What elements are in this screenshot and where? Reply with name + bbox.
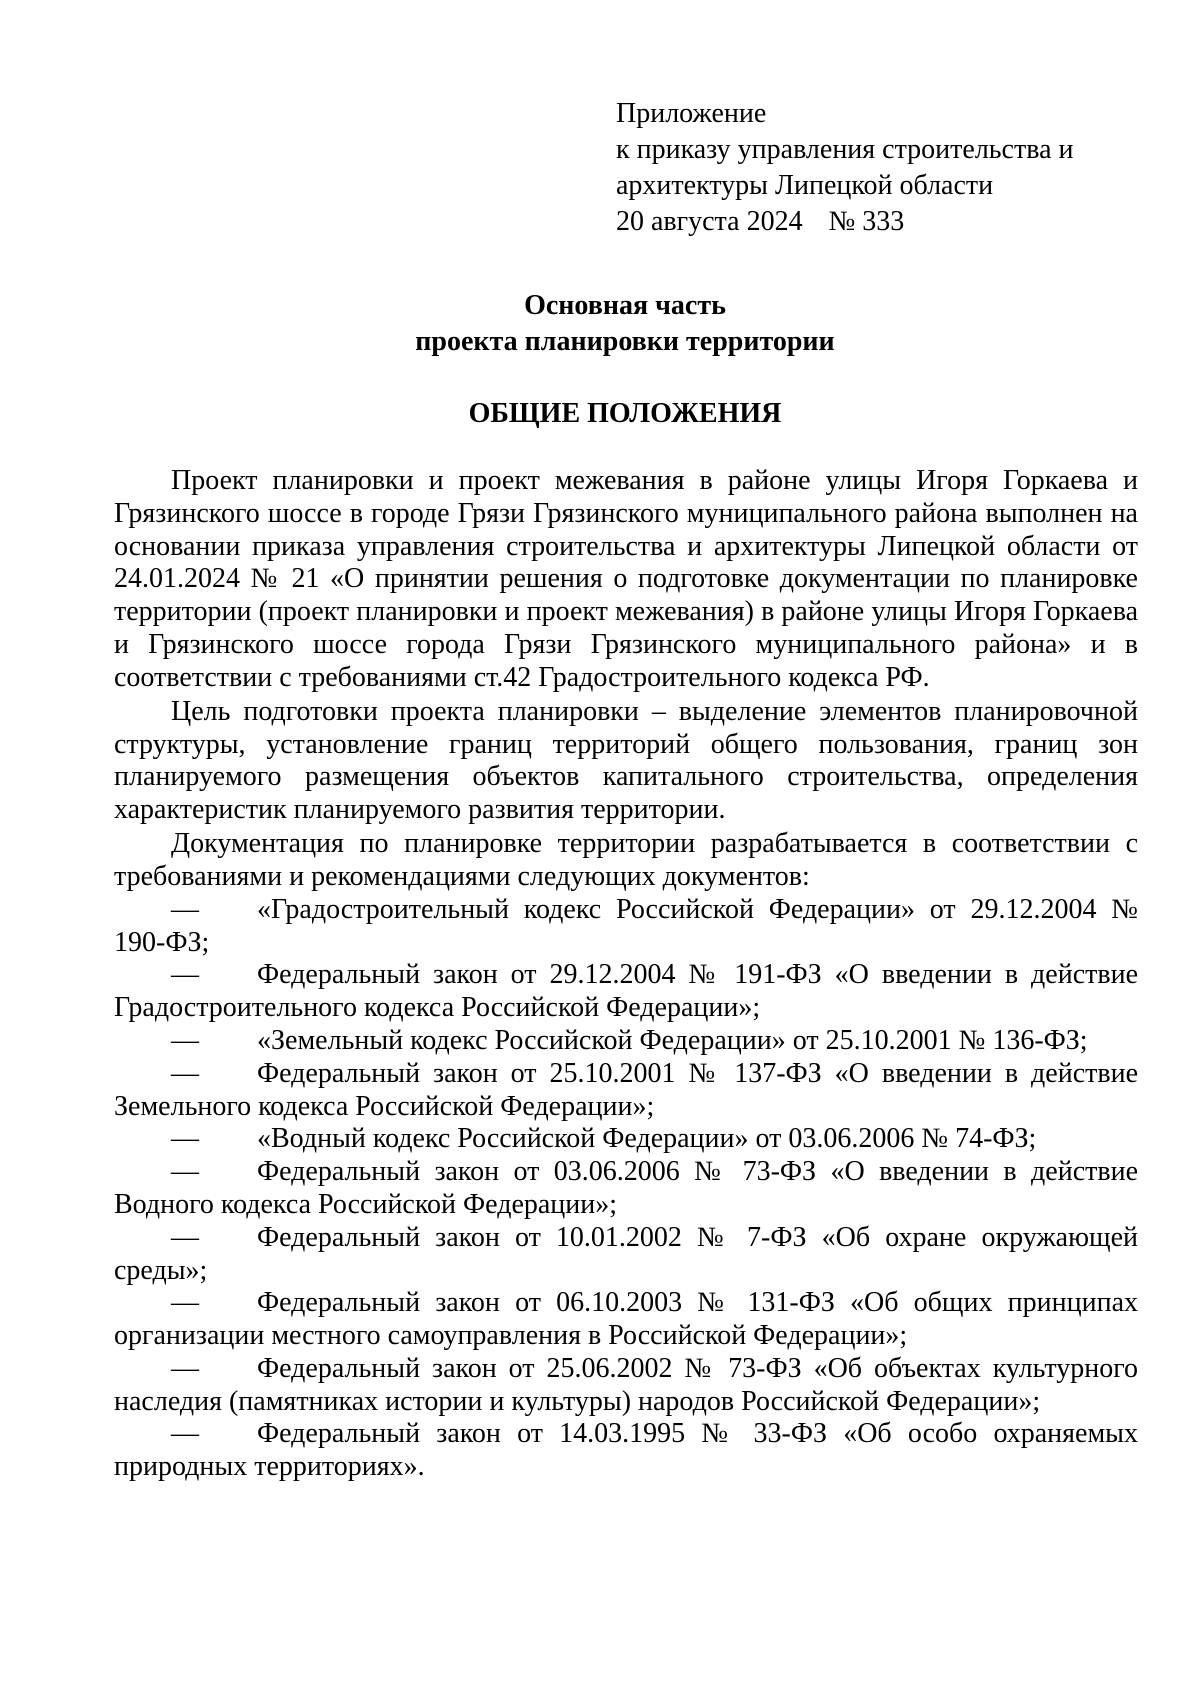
paragraph-basis: Проект планировки и проект межевания в районе улицы Игоря Горкаева и Грязинского шоссе в городе Грязи Грязинского муниципального района выполнен на основании приказа управления строительства и архитектуры Липецкой области от 24.01.2024 № 21 «О принятии решения о подготовке документации по планировке территории (проект планировки и проект межевания) в районе улицы Игоря Горкаева и Грязинского шоссе города Грязи Грязинского муниципального района» и в соответствии с требованиями ст.42 Градостроительного кодекса РФ.: [114, 465, 1138, 693]
list-item-text: «Градостроительный кодекс Российской Федерации» от 29.12.2004 № 190-ФЗ;: [114, 893, 1138, 958]
list-item: [114, 1222, 1138, 1288]
appendix-date-line: [616, 204, 1074, 240]
list-item: [114, 1287, 1138, 1353]
list-dash: —: [171, 959, 199, 991]
list-item: [114, 1353, 1138, 1419]
list-item: [114, 1058, 1138, 1124]
list-item: [114, 894, 1138, 960]
document-title: [0, 288, 1200, 360]
list-item: [114, 1025, 1138, 1058]
list-dash: —: [171, 1287, 199, 1319]
list-item: [114, 1123, 1138, 1156]
section-title: ОБЩИЕ ПОЛОЖЕНИЯ: [468, 398, 782, 429]
list-item: [114, 1156, 1138, 1222]
list-item-text: Федеральный закон от 29.12.2004 № 191-ФЗ «О введении в действие Градостроительного кодекса Российской Федерации»;: [114, 959, 1138, 1024]
paragraph-goal: Цель подготовки проекта планировки – выделение элементов планировочной структуры, установление границ территорий общего пользования, границ зон планируемого размещения объектов капитального строительства, определения характеристик планируемого развития территории.: [114, 695, 1138, 826]
list-dash: —: [171, 893, 199, 925]
appendix-date: 20 августа 2024: [616, 206, 803, 237]
list-item-text: Федеральный закон от 10.01.2002 № 7-ФЗ «Об охране окружающей среды»;: [114, 1221, 1138, 1286]
appendix-order-line: к приказу управления строительства и: [616, 134, 1074, 165]
list-dash: —: [171, 1024, 199, 1056]
list-item: [114, 1418, 1138, 1484]
list-dash: —: [171, 1352, 199, 1384]
list-dash: —: [171, 1156, 199, 1188]
list-item-text: Федеральный закон от 25.10.2001 № 137-ФЗ «О введении в действие Земельного кодекса Российской Федерации»;: [114, 1057, 1138, 1122]
appendix-block: [616, 96, 1074, 240]
list-dash: —: [171, 1221, 199, 1253]
list-dash: —: [171, 1418, 199, 1450]
list-dash: —: [171, 1123, 199, 1155]
paragraph-documents-intro: Документация по планировке территории разрабатывается в соответствии с требованиями и рекомендациями следующих документов:: [114, 828, 1138, 892]
list-item: [114, 959, 1138, 1025]
list-item-text: «Водный кодекс Российской Федерации» от 03.06.2006 № 74-ФЗ;: [257, 1123, 1037, 1155]
list-item-text: Федеральный закон от 25.06.2002 № 73-ФЗ «Об объектах культурного наследия (памятниках истории и культуры) народов Российской Федерации»;: [114, 1352, 1138, 1417]
document-body: [114, 465, 1138, 1484]
list-item-text: Федеральный закон от 14.03.1995 № 33-ФЗ «Об особо охраняемых природных территориях».: [114, 1418, 1138, 1483]
appendix-number: № 333: [828, 206, 905, 237]
document-title-line-2: проекта планировки территории: [415, 326, 835, 357]
list-item-text: Федеральный закон от 03.06.2006 № 73-ФЗ «О введении в действие Водного кодекса Российской Федерации»;: [114, 1156, 1138, 1220]
appendix-heading: Приложение: [616, 98, 767, 129]
document-title-line-1: Основная часть: [524, 290, 726, 321]
list-item-text: Федеральный закон от 06.10.2003 № 131-ФЗ «Об общих принципах организации местного самоуправления в Российской Федерации»;: [114, 1287, 1138, 1352]
list-item-text: «Земельный кодекс Российской Федерации» от 25.10.2001 № 136-ФЗ;: [257, 1024, 1088, 1056]
list-dash: —: [171, 1057, 199, 1089]
appendix-authority-line: архитектуры Липецкой области: [616, 170, 994, 201]
